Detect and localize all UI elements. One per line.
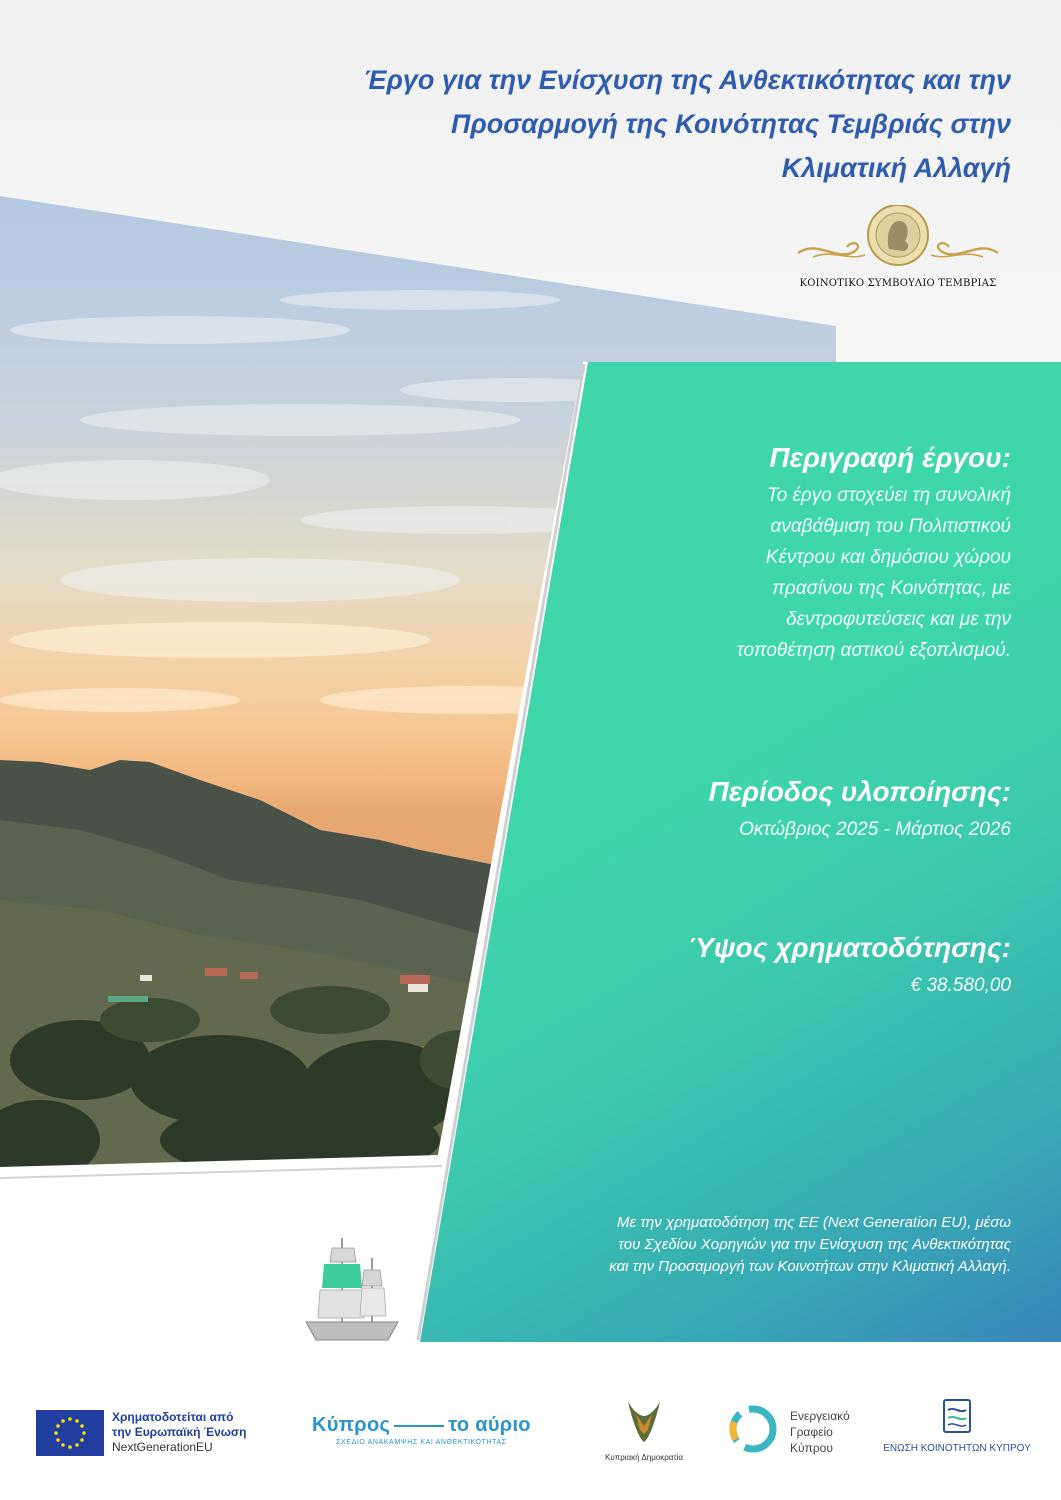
eu-stars-icon (36, 1410, 104, 1456)
union-emblem-icon (940, 1398, 974, 1434)
funding-section (591, 928, 1011, 1001)
kypros-right: το αύριο (448, 1414, 531, 1436)
description-line: Το έργο στοχεύει τη συνολική (766, 485, 1011, 506)
ship-icon (302, 1236, 402, 1344)
funding-title: Ύψος χρηματοδότησης: (687, 932, 1011, 963)
description-line: δεντροφυτεύσεις και με την (785, 609, 1011, 630)
description-line: Κέντρου και δημόσιου χώρου (765, 547, 1011, 568)
energy-line: Κύπρου (790, 1441, 833, 1455)
kypros-subtitle: ΣΧΕΔΙΟ ΑΝΑΚΑΜΨΗΣ ΚΑΙ ΑΝΘΕΚΤΙΚΟΤΗΤΑΣ (336, 1439, 507, 1446)
energy-office-icon (728, 1404, 778, 1454)
energy-office-label (790, 1408, 850, 1456)
funding-value: € 38.580,00 (910, 975, 1011, 996)
council-name: ΚΟΙΝΟΤΙΚΟ ΣΥΜΒΟΥΛΙΟ ΤΕΜΒΡΙΑΣ (799, 278, 997, 289)
sponsor-footer (0, 1390, 1061, 1470)
title-line: Κλιματική Αλλαγή (781, 153, 1011, 183)
eu-flag-icon (36, 1410, 104, 1456)
energy-line: Γραφείο (790, 1425, 833, 1439)
period-value: Οκτώβριος 2025 - Μάρτιος 2026 (739, 819, 1011, 840)
note-line: και την Προσαμοργή των Κοινοτήτων στην Κλιματική Αλλαγή. (609, 1258, 1011, 1275)
kypros-left: Κύπρος (312, 1414, 391, 1436)
energy-line: Ενεργειακό (790, 1409, 850, 1423)
description-line: τοποθέτηση αστικού εξοπλισμού. (736, 640, 1011, 661)
cyprus-emblem-icon (624, 1398, 664, 1446)
cyprus-republic-label: Κυπριακή Δημοκρατία (604, 1453, 683, 1462)
eu-funding-label (112, 1410, 246, 1455)
description-line: πρασίνου της Κοινότητας, με (772, 578, 1011, 599)
description-section (591, 438, 1011, 666)
description-title: Περιγραφή έργου: (769, 442, 1011, 473)
cyprus-republic-logo (604, 1398, 684, 1462)
kypros-to-avrio-logo (312, 1414, 531, 1446)
eu-line: Χρηματοδοτείται από (112, 1410, 234, 1424)
note-line: του Σχεδίου Χορηγιών για την Ενίσχυση της Ανθεκτικότητας (618, 1236, 1011, 1253)
title-line: Έργο για την Ενίσχυση της Ανθεκτικότητας και την (363, 65, 1011, 95)
funding-note (451, 1212, 1011, 1278)
eu-line: την Ευρωπαϊκή Ένωση (112, 1425, 247, 1439)
period-section (591, 772, 1011, 845)
title-line: Προσαρμογή της Κοινότητας Τεμβριάς στην (451, 109, 1011, 139)
union-label: ΕΝΩΣΗ ΚΟΙΝΟΤΗΤΩΝ ΚΥΠΡΟΥ (883, 1443, 1031, 1454)
period-title: Περίοδος υλοποίησης: (708, 776, 1011, 807)
description-text (591, 480, 1011, 666)
union-of-communities-logo (882, 1398, 1032, 1454)
note-line: Με την χρηματοδότηση της ΕΕ (Next Generation EU), μέσω (617, 1214, 1011, 1231)
description-line: αναβάθμιση του Πολιτιστικού (770, 516, 1011, 537)
ngeu-label: NextGenerationEU (112, 1440, 213, 1454)
energy-office-logo (728, 1404, 850, 1459)
